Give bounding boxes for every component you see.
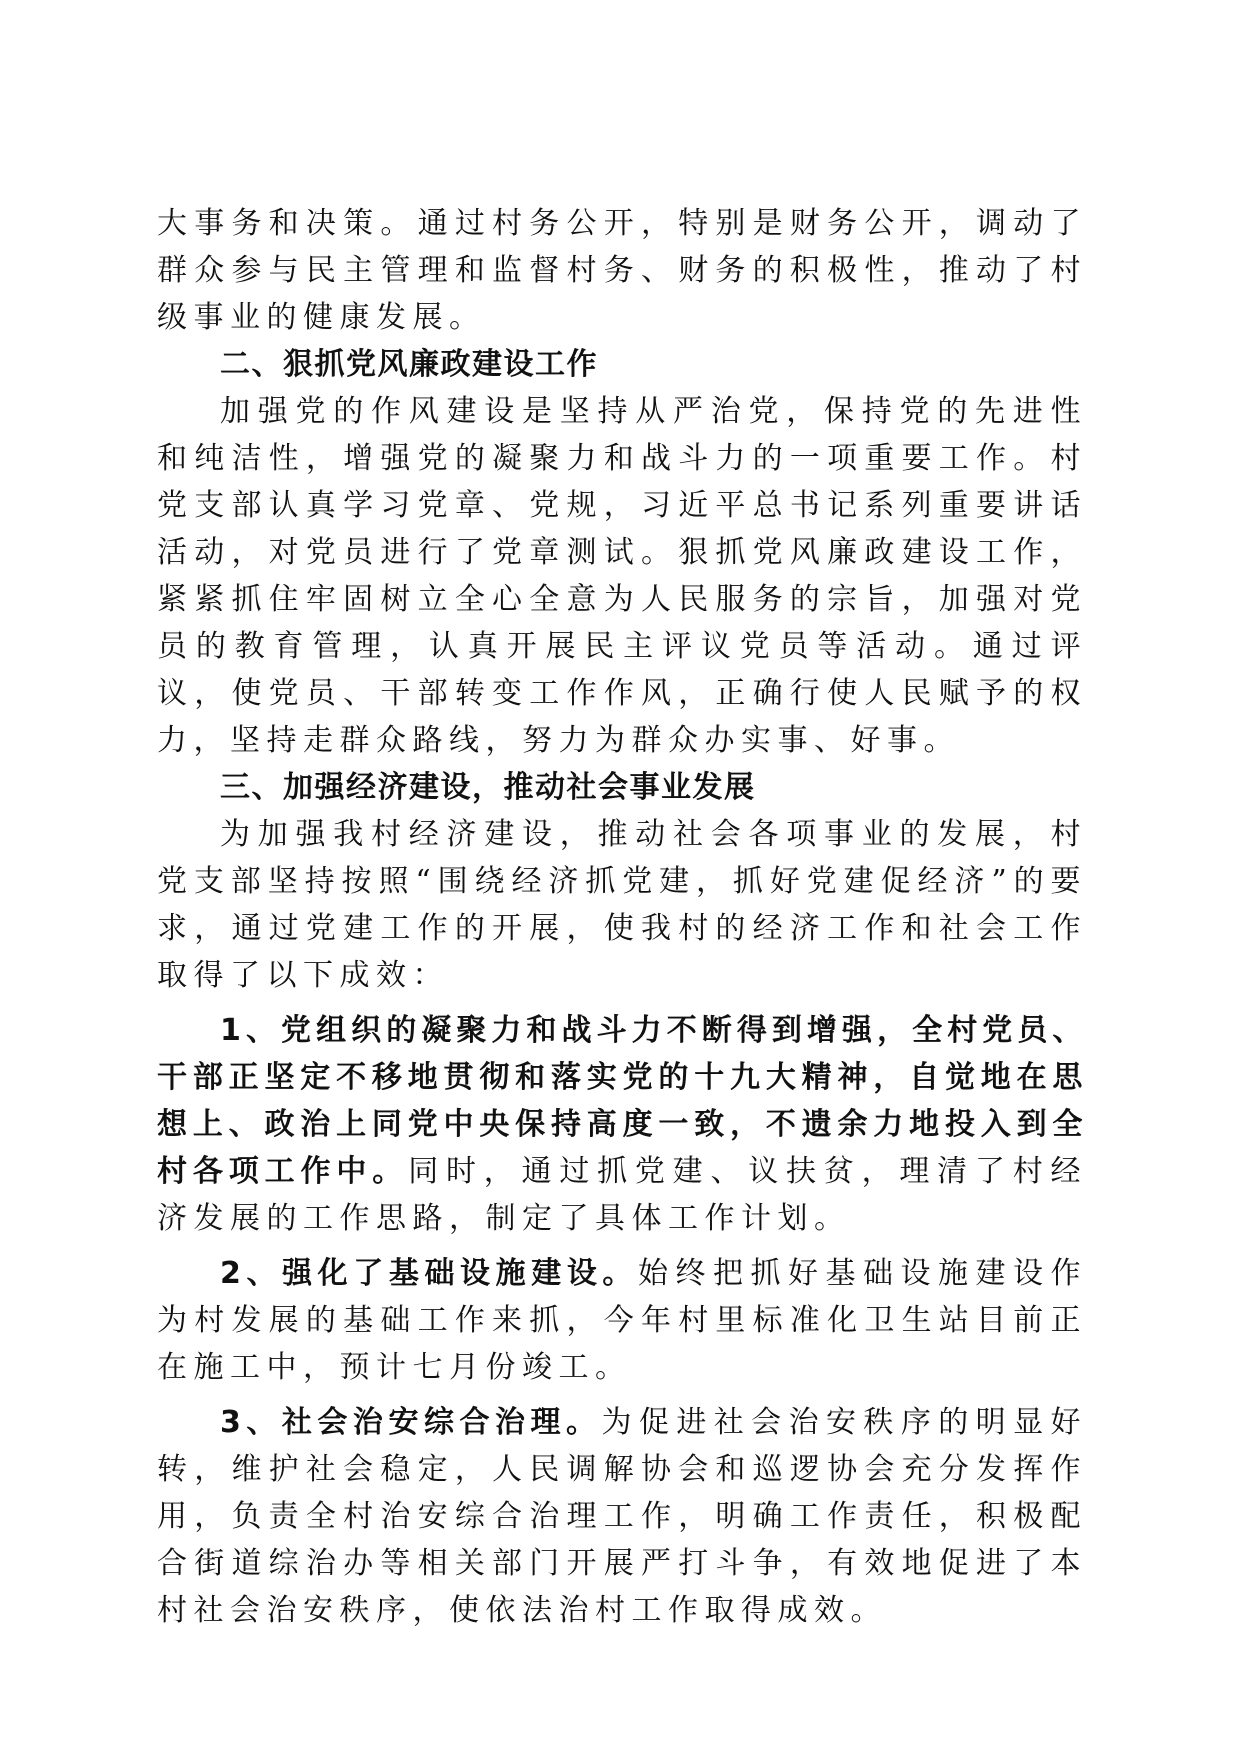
section-heading-integrity: 二、狠抓党风廉政建设工作 — [220, 347, 598, 382]
document-body — [157, 200, 1087, 1634]
list-item-infrastructure — [157, 1250, 1087, 1391]
list-item-infrastructure-body: 始终把抓好基础设施建设作为村发展的基础工作来抓，今年村里标准化卫生站目前正在施工中，预计七月份竣工。 — [157, 1256, 1088, 1385]
paragraph-village-affairs-continued: 大事务和决策。通过村务公开，特别是财务公开，调动了群众参与民主管理和监督村务、财务的积极性，推动了村级事业的健康发展。 — [157, 206, 1087, 335]
list-item-public-security-body: 为促进社会治安秩序的明显好转，维护社会稳定，人民调解协会和巡逻协会充分发挥作用，负责全村治安综合治理工作，明确工作责任，积极配合街道综治办等相关部门开展严打斗争，有效地促进了本村社会治安秩序，使依法治村工作取得成效。 — [157, 1405, 1087, 1628]
list-item-organization-body: 同时，通过抓党建、议扶贫，理清了村经济发展的工作思路，制定了具体工作计划。 — [157, 1154, 1088, 1236]
list-item-organization — [157, 1007, 1087, 1242]
section-heading-economy: 三、加强经济建设，推动社会事业发展 — [220, 770, 756, 805]
paragraph-party-conduct: 加强党的作风建设是坚持从严治党，保持党的先进性和纯洁性，增强党的凝聚力和战斗力的一项重要工作。村党支部认真学习党章、党规，习近平总书记系列重要讲话活动，对党员进行了党章测试。狠抓党风廉政建设工作，紧紧抓住牢固树立全心全意为人民服务的宗旨，加强对党员的教育管理，认真开展民主评议党员等活动。通过评议，使党员、干部转变工作作风，正确行使人民赋予的权力，坚持走群众路线，努力为群众办实事、好事。 — [157, 394, 1087, 758]
list-item-public-security — [157, 1399, 1087, 1634]
list-item-infrastructure-lead: 2、强化了基础设施建设。 — [220, 1256, 639, 1291]
list-item-organization-lead: 1、党组织的凝聚力和战斗力不断得到增强，全村党员、干部正坚定不移地贯彻和落实党的十九大精神，自觉地在思想上、政治上同党中央保持高度一致，不遗余力地投入到全村各项工作中。 — [157, 1013, 1087, 1189]
list-item-public-security-lead: 3、社会治安综合治理。 — [220, 1405, 602, 1440]
paragraph-economy-intro: 为加强我村经济建设，推动社会各项事业的发展，村党支部坚持按照“围绕经济抓党建，抓好党建促经济”的要求，通过党建工作的开展，使我村的经济工作和社会工作取得了以下成效： — [157, 817, 1087, 993]
